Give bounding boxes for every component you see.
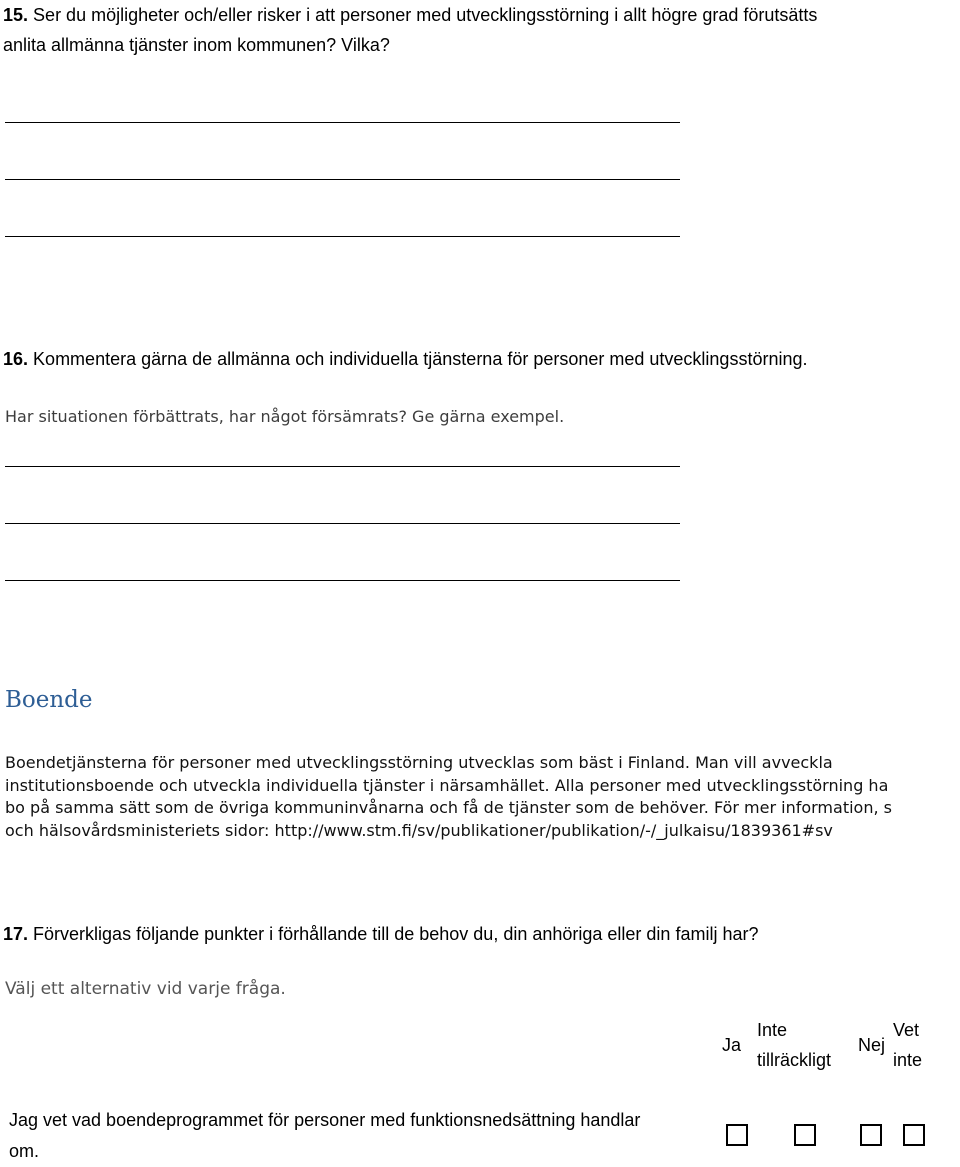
q17-item-1-text: Jag vet vad boendeprogrammet för personer med funktionsnedsättning handlar om. [9, 1110, 641, 1161]
question-17-text: Förverkligas följande punkter i förhållande till de behov du, din anhöriga eller din familj har? [33, 924, 759, 944]
q16-answer-line-1[interactable] [5, 466, 680, 467]
section-info-line-4: och hälsovårdsministeriets sidor: http://www.stm.fi/sv/publikationer/publikation/-/_julkaisu/1839361#sv [5, 821, 833, 840]
q16-answer-line-3[interactable] [5, 580, 680, 581]
q15-answer-line-1[interactable] [5, 122, 680, 123]
question-16-text: Kommentera gärna de allmänna och individuella tjänsterna för personer med utvecklingsstörning. [33, 349, 808, 369]
question-15-number: 15. [3, 5, 29, 25]
question-17-number: 17. [3, 924, 29, 944]
column-header-vet-line1: Vet [893, 1020, 920, 1040]
column-header-inte-line2: tillräckligt [757, 1050, 832, 1070]
question-16-number: 16. [3, 349, 29, 369]
q15-answer-line-2[interactable] [5, 179, 680, 180]
q16-answer-line-2[interactable] [5, 523, 680, 524]
section-info-line-2: institutionsboende och utveckla individuella tjänster i närsamhället. Alla personer med utvecklingsstörning ha [5, 776, 889, 795]
question-15-line2: anlita allmänna tjänster inom kommunen? Vilka? [3, 35, 390, 55]
column-header-nej: Nej [858, 1035, 886, 1055]
section-info-line-1: Boendetjänsterna för personer med utvecklingsstörning utvecklas som bäst i Finland. Man vill avveckla [5, 753, 833, 772]
section-info-line-3: bo på samma sätt som de övriga kommuninvånarna och få de tjänster som de behöver. För mer information, s [5, 798, 892, 817]
question-15-text: Ser du möjligheter och/eller risker i att personer med utvecklingsstörning i allt högre grad förutsätts [33, 5, 818, 25]
q17-item-1-checkbox-nej[interactable] [860, 1124, 882, 1146]
column-header-vet-inte [893, 1015, 922, 1075]
column-header-inte-tillrackligt [757, 1015, 831, 1075]
q17-item-1-checkbox-ja[interactable] [726, 1124, 748, 1146]
column-header-vet-line2: inte [893, 1050, 923, 1070]
section-heading-boende: Boende [5, 687, 93, 713]
question-16 [3, 344, 807, 374]
column-header-ja: Ja [722, 1035, 742, 1055]
column-header-inte-line1: Inte [757, 1020, 788, 1040]
question-17-hint: Välj ett alternativ vid varje fråga. [5, 979, 286, 999]
question-15-line1 [3, 0, 817, 30]
question-17 [3, 919, 758, 949]
q15-answer-line-3[interactable] [5, 236, 680, 237]
question-16-hint: Har situationen förbättrats, har något försämrats? Ge gärna exempel. [5, 407, 565, 426]
q17-item-1-checkbox-vet-inte[interactable] [903, 1124, 925, 1146]
q17-item-1-checkbox-inte-tillrackligt[interactable] [794, 1124, 816, 1146]
